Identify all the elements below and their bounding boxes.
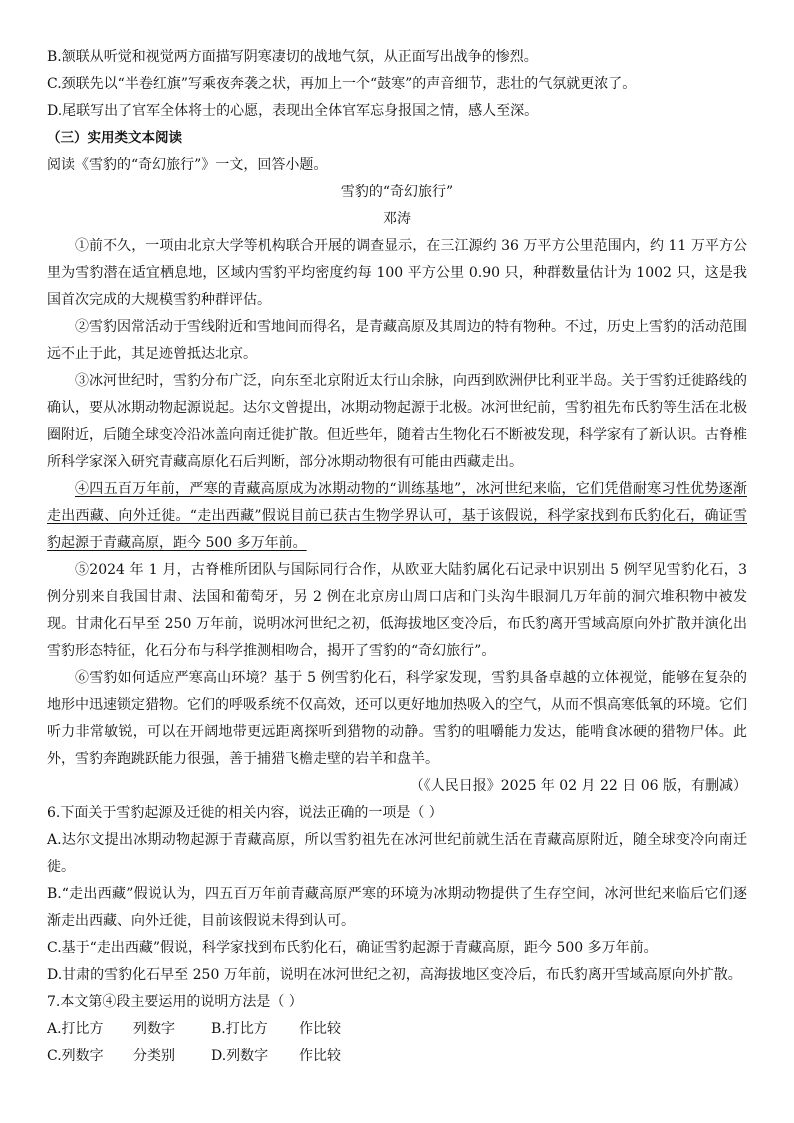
question-6-option-d: D.甘肃的雪豹化石早至 250 万年前，说明在冰河世纪之初，高海拔地区变冷后，布氏豹离开雪域高原向外扩散。 <box>47 967 742 983</box>
question-7-option-c-part1: C.列数字 <box>47 1048 104 1064</box>
article-paragraph-4: ④四五百万年前，严寒的青藏高原成为冰期动物的“训练基地”，冰河世纪来临，它们凭借耐寒习性优势逐渐走出西藏、向外迁徙。“走出西藏”假说目前已获古生物学界认可，基于该假说，科学家找到布氏豹化石，确证雪豹起源于青藏高原，距今 500 多万年前。 <box>47 481 747 551</box>
question-7-option-a-part1: A.打比方 <box>47 1021 104 1037</box>
question-7-options-row-2 <box>47 1043 747 1070</box>
prev-option-d: D.尾联写出了官军全体将士的心愿，表现出全体官军忘身报国之情，感人至深。 <box>47 103 539 119</box>
question-7-options-row-1 <box>47 1016 747 1043</box>
article-title: 雪豹的“奇幻旅行” <box>340 184 454 200</box>
article-paragraph-6: ⑥雪豹如何适应严寒高山环境？基于 5 例雪豹化石，科学家发现，雪豹具备卓越的立体视觉，能够在复杂的地形中迅速锁定猎物。它们的呼吸系统不仅高效，还可以更好地加热吸入的空气，从而不惧高寒低氧的环境。它们听力非常敏锐，可以在开阔地带更远距离探听到猎物的动静。雪豹的咀嚼能力发达，能啃食冰硬的猎物尸体。此外，雪豹奔跑跳跃能力很强，善于捕猎飞檐走壁的岩羊和盘羊。 <box>47 670 747 767</box>
question-7-option-b-part2: 作比较 <box>299 1021 341 1037</box>
question-7-stem: 7.本文第④段主要运用的说明方法是（ ） <box>47 994 303 1010</box>
reading-instruction: 阅读《雪豹的“奇幻旅行”》一文，回答小题。 <box>47 157 328 173</box>
question-6-option-c: C.基于“走出西藏”假说，科学家找到布氏豹化石，确证雪豹起源于青藏高原，距今 500 多万年前。 <box>47 940 658 956</box>
article-paragraph-2: ②雪豹因常活动于雪线附近和雪地间而得名，是青藏高原及其周边的特有物种。不过，历史上雪豹的活动范围远不止于此，其足迹曾抵达北京。 <box>47 319 747 362</box>
question-7-option-c-part2: 分类别 <box>133 1048 175 1064</box>
question-6-stem: 6.下面关于雪豹起源及迁徙的相关内容，说法正确的一项是（ ） <box>47 805 443 821</box>
question-6-option-a: A.达尔文提出冰期动物起源于青藏高原，所以雪豹祖先在冰河世纪前就生活在青藏高原附近，随全球变冷向南迁徙。 <box>47 832 747 875</box>
question-7-option-d-part2: 作比较 <box>299 1048 341 1064</box>
prev-option-b: B.颔联从听觉和视觉两方面描写阴寒凄切的战地气氛，从正面写出战争的惨烈。 <box>47 49 538 65</box>
section-heading: （三）实用类文本阅读 <box>47 130 182 146</box>
article-paragraph-1: ①前不久，一项由北京大学等机构联合开展的调查显示，在三江源约 36 万平方公里范围内，约 11 万平方公里为雪豹潜在适宜栖息地，区域内雪豹平均密度约每 100 平方公里 0.90 只，种群数量估计为 1002 只，这是我国首次完成的大规模雪豹种群评估。 <box>47 238 747 308</box>
prev-option-c: C.颈联先以“半卷红旗”写乘夜奔袭之状，再加上一个“鼓寒”的声音细节，悲壮的气氛就更浓了。 <box>47 76 637 92</box>
question-7-option-a-part2: 列数字 <box>133 1021 175 1037</box>
article-paragraph-3: ③冰河世纪时，雪豹分布广泛，向东至北京附近太行山余脉，向西到欧洲伊比利亚半岛。关于雪豹迁徙路线的确认，要从冰期动物起源说起。达尔文曾提出，冰期动物起源于北极。冰河世纪前，雪豹祖先布氏豹等生活在北极圈附近，后随全球变冷沿冰盖向南迁徙扩散。但近些年，随着古生物化石不断被发现，科学家有了新认识。古脊椎所科学家深入研究青藏高原化石后判断，部分冰期动物很有可能由西藏走出。 <box>47 373 747 470</box>
article-author: 邓涛 <box>383 211 411 227</box>
question-7-option-d-part1: D.列数字 <box>211 1048 269 1064</box>
question-6-option-b: B.“走出西藏”假说认为，四五百万年前青藏高原严寒的环境为冰期动物提供了生存空间，冰河世纪来临后它们逐渐走出西藏、向外迁徙，目前该假说未得到认可。 <box>47 886 747 929</box>
question-7-option-b-part1: B.打比方 <box>211 1021 268 1037</box>
article-source: （《人民日报》2025 年 02 月 22 日 06 版，有删减） <box>409 778 747 794</box>
exam-page <box>47 44 747 1070</box>
article-paragraph-5: ⑤2024 年 1 月，古脊椎所团队与国际同行合作，从欧亚大陆豹属化石记录中识别出 5 例罕见雪豹化石，3 例分别来自我国甘肃、法国和葡萄牙，另 2 例在北京房山周口店和门头沟牛眼洞几万年前的洞穴堆积物中被发现。甘肃化石早至 250 万年前，说明冰河世纪之初，低海拔地区变冷后，布氏豹离开雪域高原向外扩散并演化出雪豹形态特征，化石分布与科学推测相吻合，揭开了雪豹的“奇幻旅行”。 <box>47 562 747 659</box>
